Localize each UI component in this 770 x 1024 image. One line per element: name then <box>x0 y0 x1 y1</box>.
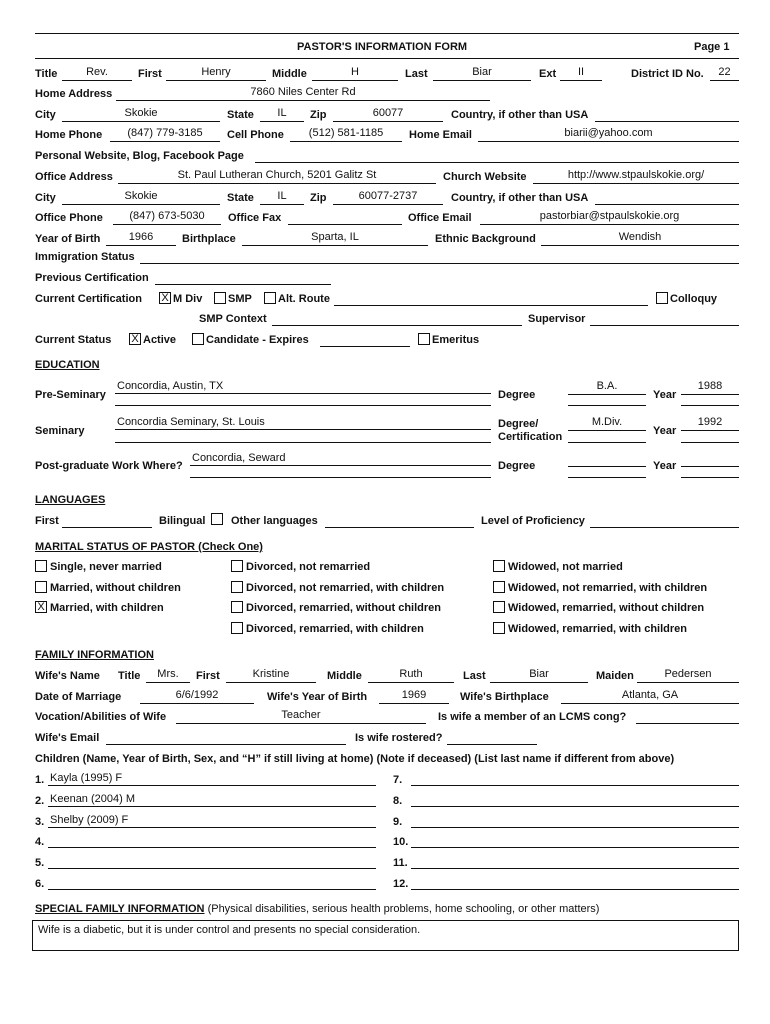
first-label: First <box>138 68 162 80</box>
proficiency-label: Level of Proficiency <box>481 515 585 527</box>
district-label: District ID No. <box>631 68 704 80</box>
zip-field[interactable]: 60077 <box>333 107 443 122</box>
office-city-label: City <box>35 192 56 204</box>
colloquy-checkbox[interactable] <box>656 292 668 304</box>
pre-seminary-school-field[interactable]: Concordia, Austin, TX <box>115 380 491 394</box>
marital-widowed-checkbox[interactable] <box>493 560 505 572</box>
bilingual-label: Bilingual <box>159 515 206 527</box>
special-hint: (Physical disabilities, serious health problems, home schooling, or other matters) <box>207 903 600 915</box>
marital-divorced-checkbox[interactable] <box>231 560 243 572</box>
middle-label: Middle <box>272 68 307 80</box>
alt-route-label: Alt. Route <box>278 293 330 305</box>
child-number: 2. <box>35 795 45 807</box>
website-field[interactable] <box>255 148 739 163</box>
marital-widowed-remarried-checkbox[interactable] <box>493 601 505 613</box>
active-label: Active <box>143 334 177 346</box>
smp-checkbox[interactable] <box>214 292 226 304</box>
languages-heading: LANGUAGES <box>35 494 106 506</box>
last-name-field[interactable]: Biar <box>433 66 531 81</box>
first-language-label: First <box>35 515 59 527</box>
office-fax-label: Office Fax <box>228 212 282 224</box>
marital-single-label: Single, never married <box>50 561 162 573</box>
previous-certification-field[interactable] <box>155 270 331 285</box>
child-number: 1. <box>35 774 45 786</box>
wife-email-field[interactable] <box>106 730 346 745</box>
child-number: 6. <box>35 878 45 890</box>
wife-birthplace-field[interactable]: Atlanta, GA <box>561 689 739 704</box>
home-address-label: Home Address <box>35 88 113 100</box>
church-website-label: Church Website <box>443 171 527 183</box>
marital-single-checkbox[interactable] <box>35 560 47 572</box>
home-phone-label: Home Phone <box>35 129 103 141</box>
office-address-label: Office Address <box>35 171 113 183</box>
sem-degree-label: Degree/ <box>498 418 539 430</box>
child-field[interactable]: Shelby (2009) F <box>48 814 376 828</box>
wife-rostered-label: Is wife rostered? <box>355 732 443 744</box>
sem-degree-line-2 <box>568 442 646 443</box>
post-degree-field[interactable] <box>568 452 646 467</box>
lcms-member-field[interactable] <box>636 709 739 724</box>
supervisor-label: Supervisor <box>528 313 586 325</box>
alt-route-field[interactable] <box>334 291 648 306</box>
children-label: Children (Name, Year of Birth, Sex, and “H” if still living at home) (Note if deceased) (List last name if different from above) <box>35 753 675 765</box>
wife-birth-year-label: Wife's Year of Birth <box>267 691 368 703</box>
state-field[interactable]: IL <box>260 107 304 122</box>
candidate-label: Candidate - Expires <box>206 334 309 346</box>
sem-year-line-2 <box>681 442 739 443</box>
sem-year-label: Year <box>653 425 677 437</box>
child-field[interactable] <box>48 876 376 890</box>
marital-divorced-remarried-children-checkbox[interactable] <box>231 622 243 634</box>
home-email-label: Home Email <box>409 129 472 141</box>
office-address-field[interactable]: St. Paul Lutheran Church, 5201 Galitz St <box>118 169 436 184</box>
post-graduate-label: Post-graduate Work Where? <box>35 460 183 472</box>
emeritus-label: Emeritus <box>432 334 480 346</box>
form-title: PASTOR'S INFORMATION FORM <box>297 41 468 53</box>
city-field[interactable]: Skokie <box>62 107 220 122</box>
top-rule <box>35 33 739 34</box>
child-number: 10. <box>393 836 409 848</box>
cell-phone-field[interactable]: (512) 581-1185 <box>290 127 402 142</box>
country-label: Country, if other than USA <box>451 109 589 121</box>
post-graduate-school-field[interactable]: Concordia, Seward <box>190 452 491 466</box>
previous-certification-label: Previous Certification <box>35 272 149 284</box>
wife-last-field[interactable]: Biar <box>490 668 588 683</box>
child-field[interactable] <box>411 834 739 848</box>
seminary-school-field[interactable]: Concordia Seminary, St. Louis <box>115 416 491 430</box>
child-field[interactable] <box>411 814 739 828</box>
last-label: Last <box>405 68 428 80</box>
family-heading: FAMILY INFORMATION <box>35 649 154 661</box>
office-phone-field[interactable]: (847) 673-5030 <box>113 210 221 225</box>
pre-degree-field[interactable]: B.A. <box>568 380 646 395</box>
seminary-label: Seminary <box>35 425 85 437</box>
proficiency-field[interactable] <box>590 513 739 528</box>
birth-year-label: Year of Birth <box>35 233 101 245</box>
first-language-field[interactable] <box>62 513 152 528</box>
child-field[interactable] <box>411 855 739 869</box>
district-field[interactable]: 22 <box>710 66 739 81</box>
website-label: Personal Website, Blog, Facebook Page <box>35 150 244 162</box>
marital-widowed-children-label: Widowed, not remarried, with children <box>508 582 708 594</box>
marital-widowed-children-checkbox[interactable] <box>493 581 505 593</box>
emeritus-checkbox[interactable] <box>418 333 430 345</box>
wife-title-field[interactable]: Mrs. <box>146 668 190 683</box>
smp-context-field[interactable] <box>272 311 522 326</box>
birthplace-field[interactable]: Sparta, IL <box>242 231 428 246</box>
wife-maiden-field[interactable]: Pedersen <box>637 668 739 683</box>
candidate-checkbox[interactable] <box>192 333 204 345</box>
marital-widowed-remarried-children-label: Widowed, remarried, with children <box>508 623 687 635</box>
wife-birth-year-field[interactable]: 1969 <box>379 689 449 704</box>
home-email-field[interactable]: biarii@yahoo.com <box>478 127 739 142</box>
marital-widowed-remarried-children-checkbox[interactable] <box>493 622 505 634</box>
mdiv-label: M Div <box>173 293 203 305</box>
wife-maiden-label: Maiden <box>596 670 634 682</box>
marital-married-children-label: Married, with children <box>50 602 164 614</box>
other-languages-field[interactable] <box>325 513 474 528</box>
post-degree-line-2 <box>568 477 646 478</box>
alt-route-checkbox[interactable] <box>264 292 276 304</box>
child-number: 12. <box>393 878 409 890</box>
middle-name-field[interactable]: H <box>312 66 398 81</box>
child-number: 8. <box>393 795 403 807</box>
office-email-label: Office Email <box>408 212 472 224</box>
child-field[interactable]: Keenan (2004) M <box>48 793 376 807</box>
lcms-member-label: Is wife a member of an LCMS cong? <box>438 711 627 723</box>
wife-rostered-field[interactable] <box>447 730 537 745</box>
marital-divorced-children-checkbox[interactable] <box>231 581 243 593</box>
wife-first-field[interactable]: Kristine <box>226 668 316 683</box>
child-number: 4. <box>35 836 45 848</box>
office-phone-label: Office Phone <box>35 212 103 224</box>
marital-divorced-children-label: Divorced, not remarried, with children <box>246 582 445 594</box>
marital-heading: MARITAL STATUS OF PASTOR (Check One) <box>35 541 263 553</box>
office-country-label: Country, if other than USA <box>451 192 589 204</box>
birth-year-field[interactable]: 1966 <box>106 231 176 246</box>
education-heading: EDUCATION <box>35 359 100 371</box>
child-number: 5. <box>35 857 45 869</box>
child-number: 7. <box>393 774 403 786</box>
wife-middle-field[interactable]: Ruth <box>368 668 454 683</box>
child-field[interactable] <box>411 772 739 786</box>
country-field[interactable] <box>595 107 739 122</box>
wife-first-label: First <box>196 670 220 682</box>
pre-year-line-2 <box>681 405 739 406</box>
office-city-field[interactable]: Skokie <box>62 190 220 205</box>
ethnic-label: Ethnic Background <box>435 233 536 245</box>
sem-year-field[interactable]: 1992 <box>681 416 739 431</box>
wife-email-label: Wife's Email <box>35 732 100 744</box>
zip-label: Zip <box>310 109 327 121</box>
child-number: 3. <box>35 816 45 828</box>
vocation-field[interactable]: Teacher <box>176 709 426 724</box>
pre-year-field[interactable]: 1988 <box>681 380 739 395</box>
post-degree-label: Degree <box>498 460 536 472</box>
wife-title-label: Title <box>118 670 141 682</box>
wife-middle-label: Middle <box>327 670 362 682</box>
post-graduate-line-2 <box>190 477 491 478</box>
post-year-field[interactable] <box>681 452 739 467</box>
bilingual-checkbox[interactable] <box>211 513 223 525</box>
marital-widowed-remarried-label: Widowed, remarried, without children <box>508 602 705 614</box>
sem-degree-field[interactable]: M.Div. <box>568 416 646 431</box>
marital-married-children-checkbox[interactable]: X <box>35 601 47 613</box>
post-year-line-2 <box>681 477 739 478</box>
child-field[interactable]: Kayla (1995) F <box>48 772 376 786</box>
ext-field[interactable]: II <box>560 66 602 81</box>
child-field[interactable] <box>48 855 376 869</box>
pre-seminary-line-2 <box>115 405 491 406</box>
office-state-field[interactable]: IL <box>260 190 304 205</box>
ext-label: Ext <box>539 68 557 80</box>
home-phone-field[interactable]: (847) 779-3185 <box>110 127 220 142</box>
cell-phone-label: Cell Phone <box>227 129 284 141</box>
special-info-textarea[interactable]: Wife is a diabetic, but it is under control and presents no special consideration. <box>32 920 739 951</box>
wife-birthplace-label: Wife's Birthplace <box>460 691 549 703</box>
title-label: Title <box>35 68 58 80</box>
child-field[interactable] <box>411 876 739 890</box>
birthplace-label: Birthplace <box>182 233 236 245</box>
vocation-label: Vocation/Abilities of Wife <box>35 711 167 723</box>
candidate-expires-field[interactable] <box>320 332 410 347</box>
pre-seminary-label: Pre-Seminary <box>35 389 106 401</box>
child-field[interactable] <box>411 793 739 807</box>
wife-name-label: Wife's Name <box>35 670 100 682</box>
state-label: State <box>227 109 254 121</box>
special-heading-row <box>35 903 599 915</box>
current-status-label: Current Status <box>35 334 112 346</box>
wife-last-label: Last <box>463 670 486 682</box>
marital-divorced-remarried-children-label: Divorced, remarried, with children <box>246 623 424 635</box>
post-year-label: Year <box>653 460 677 472</box>
marital-widowed-label: Widowed, not married <box>508 561 623 573</box>
smp-label: SMP <box>228 293 252 305</box>
office-country-field[interactable] <box>595 190 739 205</box>
current-certification-label: Current Certification <box>35 293 142 305</box>
first-name-field[interactable]: Henry <box>166 66 266 81</box>
marriage-date-field[interactable]: 6/6/1992 <box>140 689 254 704</box>
city-label: City <box>35 109 56 121</box>
smp-context-label: SMP Context <box>199 313 267 325</box>
home-address-field[interactable]: 7860 Niles Center Rd <box>116 86 490 101</box>
office-email-field[interactable]: pastorbiar@stpaulskokie.org <box>480 210 739 225</box>
supervisor-field[interactable] <box>590 311 739 326</box>
immigration-field[interactable] <box>140 249 739 264</box>
office-state-label: State <box>227 192 254 204</box>
office-zip-field[interactable]: 60077-2737 <box>333 190 443 205</box>
office-zip-label: Zip <box>310 192 327 204</box>
marital-married-no-children-checkbox[interactable] <box>35 581 47 593</box>
church-website-field[interactable]: http://www.stpaulskokie.org/ <box>533 169 739 184</box>
marital-divorced-label: Divorced, not remarried <box>246 561 371 573</box>
child-number: 11. <box>393 857 408 869</box>
child-field[interactable] <box>48 834 376 848</box>
marital-divorced-remarried-checkbox[interactable] <box>231 601 243 613</box>
colloquy-label: Colloquy <box>670 293 718 305</box>
marital-married-no-children-label: Married, without children <box>50 582 181 594</box>
pre-year-label: Year <box>653 389 677 401</box>
seminary-line-2 <box>115 442 491 443</box>
marital-divorced-remarried-label: Divorced, remarried, without children <box>246 602 441 614</box>
other-languages-label: Other languages <box>231 515 318 527</box>
marriage-date-label: Date of Marriage <box>35 691 122 703</box>
mdiv-checkbox[interactable]: X <box>159 292 171 304</box>
page-number: Page 1 <box>694 41 730 53</box>
immigration-label: Immigration Status <box>35 251 135 263</box>
ethnic-field[interactable]: Wendish <box>541 231 739 246</box>
sem-certification-label: Certification <box>498 431 563 443</box>
header-rule <box>35 58 739 59</box>
pre-degree-line-2 <box>568 405 646 406</box>
active-checkbox[interactable]: X <box>129 333 141 345</box>
office-fax-field[interactable] <box>288 210 402 225</box>
title-field[interactable]: Rev. <box>62 66 132 81</box>
pre-degree-label: Degree <box>498 389 536 401</box>
child-number: 9. <box>393 816 403 828</box>
special-heading: SPECIAL FAMILY INFORMATION <box>35 903 205 915</box>
